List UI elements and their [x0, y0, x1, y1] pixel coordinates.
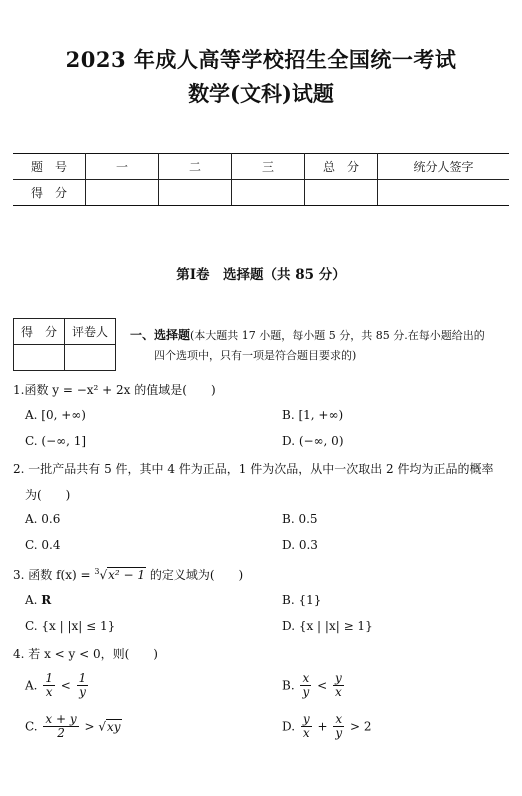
q1-option-c[interactable]: C. (−∞, 1]	[25, 434, 87, 448]
q4-a-frac1: $\frac{1}{x}$	[45, 671, 53, 699]
score-cell[interactable]	[159, 180, 232, 206]
q4-b-prefix: B.	[282, 678, 295, 693]
question-3-stem: 3. 函数 f(x) = $^3$√x² − 1 的定义域为( )	[13, 567, 244, 582]
q4-b-frac1: $\frac{x}{y}$	[302, 671, 310, 699]
q4-d-tail: > 2	[349, 719, 372, 734]
score-header-cell: 统分人签字	[378, 154, 510, 180]
q3-stem-pre: 3. 函数 f(x) =	[13, 568, 95, 582]
instructions-line2: 四个选项中，只有一项是符合题目要求的)	[154, 349, 357, 362]
score-header-cell: 总 分	[305, 154, 378, 180]
q2-option-c[interactable]: C. 0.4	[25, 538, 61, 552]
q4-option-d[interactable]	[282, 713, 371, 740]
instructions-heading: 一、选择题	[130, 328, 191, 342]
q4-c-prefix: C.	[25, 719, 38, 734]
q3-option-b[interactable]: B. {1}	[282, 593, 322, 607]
exam-title: 2023 年成人高等学校招生全国统一考试	[65, 47, 457, 72]
score-header-cell: 一	[86, 154, 159, 180]
score-header-cell: 题 号	[13, 154, 86, 180]
instructions	[130, 325, 510, 366]
q4-a-frac2: $\frac{1}{y}$	[78, 671, 87, 699]
instructions-line1: (本大题共 17 小题，每小题 5 分，共 85 分.在每小题给出的	[190, 329, 485, 342]
q4-d-frac1: $\frac{y}{x}$	[302, 712, 310, 740]
q4-option-a[interactable]	[25, 672, 90, 699]
q3-stem-post: 的定义域为( )	[146, 568, 244, 582]
question-2-stem-line1: 2. 一批产品共有 5 件，其中 4 件为正品，1 件为次品，从中一次取出 2 件均为正品的概率	[13, 462, 494, 476]
score-table-header-row	[13, 154, 509, 180]
q1-option-b[interactable]: B. [1, +∞)	[282, 408, 344, 422]
q4-c-radical-sign: √xy	[98, 719, 121, 734]
q3-option-a-value: R	[41, 593, 52, 607]
score-table	[13, 153, 509, 206]
q4-a-op: <	[60, 678, 71, 693]
q3-option-c[interactable]: C. {x | |x| ≤ 1}	[25, 619, 116, 633]
q4-c-frac: $\frac{x + y}{2}$	[45, 712, 77, 740]
score-header-cell: 二	[159, 154, 232, 180]
score-row-label: 得 分	[13, 180, 86, 206]
q4-b-op: <	[317, 678, 328, 693]
q2-option-b[interactable]: B. 0.5	[282, 512, 318, 526]
q3-option-a[interactable]	[25, 593, 51, 607]
q1-option-a[interactable]: A. [0, +∞)	[25, 408, 86, 422]
q4-option-b[interactable]	[282, 672, 346, 699]
q4-c-op: >	[84, 719, 95, 734]
exam-subtitle: 数学(文科)试题	[188, 81, 334, 106]
q4-d-frac2: $\frac{x}{y}$	[335, 712, 343, 740]
question-1-stem: 1.函数 y = −x² + 2x 的值域是( )	[13, 383, 216, 397]
q4-d-op: +	[317, 719, 328, 734]
q3-radicand: x² − 1	[108, 568, 145, 582]
grade-grader-cell[interactable]	[65, 345, 116, 371]
question-2-stem-line2: 为( )	[25, 488, 71, 502]
grade-score-label: 得 分	[14, 319, 65, 345]
q3-option-d[interactable]: D. {x | |x| ≥ 1}	[282, 619, 373, 633]
q2-option-a[interactable]: A. 0.6	[25, 512, 61, 526]
score-cell[interactable]	[232, 180, 305, 206]
score-cell[interactable]	[305, 180, 378, 206]
q3-option-a-prefix: A.	[25, 593, 42, 607]
q4-option-c[interactable]	[25, 713, 122, 740]
score-table-score-row	[13, 180, 509, 206]
grade-grader-label: 评卷人	[65, 319, 116, 345]
grade-box	[13, 318, 116, 371]
q4-d-prefix: D.	[282, 719, 296, 734]
q4-b-frac2: $\frac{y}{x}$	[334, 671, 342, 699]
q2-option-d[interactable]: D. 0.3	[282, 538, 318, 552]
q4-a-prefix: A.	[25, 678, 38, 693]
grade-score-cell[interactable]	[14, 345, 65, 371]
q3-radical-index: 3	[94, 567, 100, 576]
q1-option-d[interactable]: D. (−∞, 0)	[282, 434, 344, 448]
q4-c-radicand: xy	[107, 719, 121, 734]
section-title: 第Ⅰ卷 选择题（共 85 分）	[176, 267, 346, 283]
score-header-cell: 三	[232, 154, 305, 180]
score-cell[interactable]	[86, 180, 159, 206]
signature-cell[interactable]	[378, 180, 510, 206]
question-4-stem: 4. 若 x < y < 0，则( )	[13, 647, 158, 661]
